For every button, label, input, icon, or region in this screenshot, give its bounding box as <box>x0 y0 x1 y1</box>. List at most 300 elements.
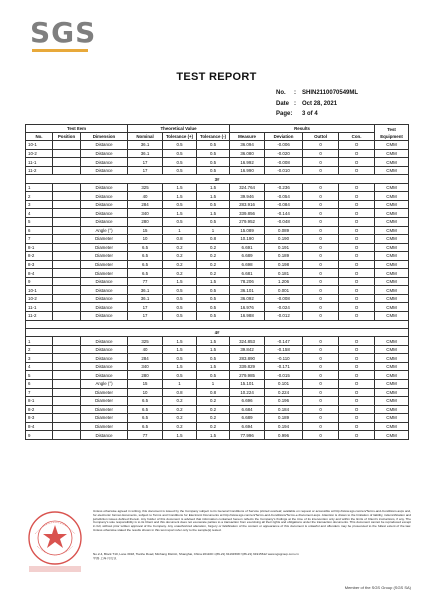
table-row <box>26 243 409 252</box>
table-cell: 17 <box>128 303 163 312</box>
table-cell: -0.236 <box>265 183 303 192</box>
table-cell: -0.008 <box>265 294 303 303</box>
table-cell: CMM <box>375 362 409 371</box>
section-row <box>26 175 409 183</box>
table-row <box>26 260 409 269</box>
table-cell: 36.080 <box>230 149 265 158</box>
table-cell: 2 <box>26 345 53 354</box>
table-cell: 0.5 <box>197 354 230 363</box>
table-cell: 283.890 <box>230 354 265 363</box>
table-cell: -0.171 <box>265 362 303 371</box>
table-row <box>26 252 409 261</box>
table-cell: 0.189 <box>265 252 303 261</box>
table-cell: 8-1 <box>26 243 53 252</box>
table-cell: 1.5 <box>197 337 230 346</box>
table-cell: 0.2 <box>163 397 197 406</box>
table-cell: 0.5 <box>197 166 230 175</box>
table-cell: 0.8 <box>197 235 230 244</box>
table-cell <box>53 226 81 235</box>
table-cell: 10-1 <box>26 286 53 295</box>
header-theoretical: Theoretical Value <box>128 125 230 133</box>
table-row <box>26 158 409 167</box>
table-cell: 17 <box>128 311 163 320</box>
meta-label: Date <box>276 100 290 107</box>
table-cell <box>53 141 81 150</box>
table-cell: 0.8 <box>163 388 197 397</box>
table-cell: 284 <box>128 200 163 209</box>
table-cell: O <box>339 286 375 295</box>
table-cell: 1 <box>197 380 230 389</box>
table-cell: 0.5 <box>163 354 197 363</box>
table-cell: 0.2 <box>163 243 197 252</box>
table-cell: CMM <box>375 388 409 397</box>
table-cell: -0.054 <box>265 192 303 201</box>
sub-header-cell: Con. <box>339 133 375 141</box>
table-cell <box>53 431 81 440</box>
table-cell: -0.024 <box>265 303 303 312</box>
table-cell: 10.224 <box>230 388 265 397</box>
table-cell: 1.5 <box>163 192 197 201</box>
table-cell: 0.184 <box>265 405 303 414</box>
table-cell: 0.5 <box>197 371 230 380</box>
table-cell: 1.5 <box>197 431 230 440</box>
table-cell: -0.010 <box>265 166 303 175</box>
table-cell: 0.2 <box>163 260 197 269</box>
table-row <box>26 354 409 363</box>
table-cell: 6.5 <box>128 397 163 406</box>
table-cell: 1.5 <box>197 345 230 354</box>
table-cell: O <box>339 345 375 354</box>
table-cell: -0.048 <box>265 217 303 226</box>
header-equipment: Test Equipment <box>375 125 409 141</box>
table-cell: 0 <box>303 149 339 158</box>
table-cell: 16.988 <box>230 311 265 320</box>
table-cell: 40 <box>128 192 163 201</box>
sgs-logo-text: SGS <box>30 16 97 49</box>
table-cell: Distance <box>81 209 128 218</box>
table-cell: 1.5 <box>197 192 230 201</box>
table-cell: 0.194 <box>265 422 303 431</box>
table-cell: 39.842 <box>230 345 265 354</box>
table-cell: 1.5 <box>163 277 197 286</box>
table-row <box>26 141 409 150</box>
table-row <box>26 388 409 397</box>
table-cell: Distance <box>81 183 128 192</box>
table-row <box>26 192 409 201</box>
table-cell: 0.5 <box>197 141 230 150</box>
table-cell: Distance <box>81 166 128 175</box>
sub-header-cell: Tolerance (+) <box>163 133 197 141</box>
table-cell: 6.5 <box>128 269 163 278</box>
sub-header-cell: Outtol <box>303 133 339 141</box>
table-cell: 0 <box>303 141 339 150</box>
table-cell: 36.1 <box>128 141 163 150</box>
table-cell: Distance <box>81 141 128 150</box>
table-cell: 279.985 <box>230 371 265 380</box>
table-cell <box>53 277 81 286</box>
table-cell: Diameter <box>81 269 128 278</box>
table-cell: CMM <box>375 397 409 406</box>
table-cell: 0 <box>303 380 339 389</box>
address-line-en: No.2-4, Block T10, Lane 3018, Tianhe Road, Minhang District, Shanghai, China 201100 t (86-21) 61191568 f (86-21) 61915612 www.sgsgroup.com.cn <box>93 553 299 556</box>
table-cell: 280 <box>128 217 163 226</box>
table-cell <box>53 422 81 431</box>
table-cell: 0.996 <box>265 431 303 440</box>
table-row <box>26 183 409 192</box>
table-cell: 0 <box>303 235 339 244</box>
table-sub-header-row <box>26 133 409 141</box>
table-cell: O <box>339 158 375 167</box>
table-cell <box>53 397 81 406</box>
table-cell: CMM <box>375 354 409 363</box>
table-cell: 6.691 <box>230 243 265 252</box>
table-cell: 8-2 <box>26 405 53 414</box>
table-cell: -0.015 <box>265 371 303 380</box>
table-cell: 77 <box>128 277 163 286</box>
table-cell: 0.5 <box>163 294 197 303</box>
table-cell: 1 <box>163 226 197 235</box>
table-cell: 0 <box>303 303 339 312</box>
table-cell: 1.5 <box>163 362 197 371</box>
table-cell: CMM <box>375 192 409 201</box>
table-cell: O <box>339 192 375 201</box>
table-cell: 6.681 <box>230 269 265 278</box>
table-cell: O <box>339 243 375 252</box>
table-cell: CMM <box>375 431 409 440</box>
table-cell: Distance <box>81 303 128 312</box>
table-cell: 0.5 <box>163 149 197 158</box>
table-cell: 40 <box>128 345 163 354</box>
table-cell: 6.5 <box>128 414 163 423</box>
table-cell: Distance <box>81 362 128 371</box>
table-cell: 0 <box>303 431 339 440</box>
table-cell: Diameter <box>81 405 128 414</box>
table-cell: Distance <box>81 431 128 440</box>
table-cell: 0 <box>303 192 339 201</box>
table-row <box>26 362 409 371</box>
table-cell: CMM <box>375 141 409 150</box>
report-date: Oct 28, 2021 <box>302 100 338 107</box>
meta-colon: : <box>294 100 296 107</box>
table-row <box>26 226 409 235</box>
table-cell: -0.084 <box>265 200 303 209</box>
table-row <box>26 337 409 346</box>
table-header <box>26 125 409 141</box>
table-cell: O <box>339 380 375 389</box>
table-cell: 0 <box>303 260 339 269</box>
table-cell <box>53 192 81 201</box>
table-cell: 0.2 <box>197 260 230 269</box>
table-row <box>26 303 409 312</box>
table-cell: CMM <box>375 277 409 286</box>
table-cell: CMM <box>375 422 409 431</box>
table-cell: Angle (°) <box>81 380 128 389</box>
table-cell: 6 <box>26 380 53 389</box>
table-cell: 0.089 <box>265 226 303 235</box>
table-row <box>26 277 409 286</box>
meta-row-date <box>276 99 426 110</box>
table-cell: 0 <box>303 354 339 363</box>
table-cell: 1 <box>26 183 53 192</box>
table-cell: CMM <box>375 269 409 278</box>
table-cell: 0 <box>303 345 339 354</box>
table-cell <box>53 405 81 414</box>
table-cell: O <box>339 431 375 440</box>
table-cell: 78.206 <box>230 277 265 286</box>
table-cell: CMM <box>375 209 409 218</box>
table-cell: 0.5 <box>163 303 197 312</box>
table-cell <box>53 380 81 389</box>
table-cell: 77.996 <box>230 431 265 440</box>
table-cell: 6.5 <box>128 260 163 269</box>
table-cell: CMM <box>375 380 409 389</box>
table-cell: CMM <box>375 226 409 235</box>
table-cell: 16.992 <box>230 158 265 167</box>
table-cell: 36.092 <box>230 294 265 303</box>
table-cell: 1.5 <box>197 362 230 371</box>
results-table <box>25 124 409 440</box>
table-cell: Distance <box>81 149 128 158</box>
table-cell: 0.2 <box>163 422 197 431</box>
table-cell <box>53 217 81 226</box>
table-cell: 17 <box>128 158 163 167</box>
table-cell: O <box>339 149 375 158</box>
header-results: Results <box>230 125 375 133</box>
table-cell: 0.198 <box>265 260 303 269</box>
table-cell: O <box>339 371 375 380</box>
table-cell <box>53 354 81 363</box>
table-cell: 11-2 <box>26 311 53 320</box>
table-cell: 11-1 <box>26 303 53 312</box>
table-cell: 1.5 <box>197 183 230 192</box>
table-cell: O <box>339 303 375 312</box>
table-cell: Diameter <box>81 422 128 431</box>
table-cell: CMM <box>375 371 409 380</box>
table-cell <box>53 252 81 261</box>
sub-header-cell: Nominal <box>128 133 163 141</box>
table-cell: O <box>339 311 375 320</box>
table-cell: Distance <box>81 217 128 226</box>
table-row <box>26 422 409 431</box>
header-test-item: Test Item <box>26 125 128 133</box>
table-row <box>26 345 409 354</box>
table-cell: 8-4 <box>26 422 53 431</box>
table-cell: 0.001 <box>265 286 303 295</box>
table-cell <box>53 294 81 303</box>
table-cell: 11-2 <box>26 166 53 175</box>
table-cell: 6.5 <box>128 243 163 252</box>
page-title: TEST REPORT <box>176 71 257 83</box>
table-cell: O <box>339 294 375 303</box>
table-cell: 10 <box>128 388 163 397</box>
table-cell: Distance <box>81 337 128 346</box>
table-cell: 39.946 <box>230 192 265 201</box>
table-cell: 0.191 <box>265 243 303 252</box>
address-line-cn: 中国·上海·闵行区 <box>93 556 117 560</box>
table-cell: Diameter <box>81 260 128 269</box>
table-cell: 0.2 <box>197 252 230 261</box>
table-cell: Distance <box>81 345 128 354</box>
table-cell: 1.5 <box>197 209 230 218</box>
meta-label: Page: <box>276 111 293 117</box>
table-cell: 10-2 <box>26 294 53 303</box>
table-cell: 0 <box>303 158 339 167</box>
table-cell: O <box>339 422 375 431</box>
table-cell: O <box>339 260 375 269</box>
table-cell <box>53 286 81 295</box>
table-row <box>26 209 409 218</box>
table-cell: 0.5 <box>163 311 197 320</box>
section-row <box>26 328 409 336</box>
table-cell: 8-1 <box>26 397 53 406</box>
table-cell <box>53 388 81 397</box>
table-cell: 1 <box>197 226 230 235</box>
table-cell: 10 <box>128 235 163 244</box>
table-cell <box>53 303 81 312</box>
table-cell: CMM <box>375 414 409 423</box>
table-cell: 0.2 <box>197 405 230 414</box>
table-row <box>26 405 409 414</box>
table-row <box>26 431 409 440</box>
table-cell: 15 <box>128 380 163 389</box>
table-cell: -0.020 <box>265 149 303 158</box>
table-cell: Diameter <box>81 388 128 397</box>
table-cell: 0 <box>303 166 339 175</box>
table-cell: 9 <box>26 431 53 440</box>
table-cell: O <box>339 252 375 261</box>
table-cell: CMM <box>375 252 409 261</box>
table-cell: 15.089 <box>230 226 265 235</box>
table-cell: 0.101 <box>265 380 303 389</box>
table-cell: O <box>339 183 375 192</box>
table-cell: -0.008 <box>265 158 303 167</box>
table-cell: -0.147 <box>265 337 303 346</box>
table-cell: 0 <box>303 362 339 371</box>
table-cell <box>53 414 81 423</box>
table-cell: 10-1 <box>26 141 53 150</box>
table-cell: CMM <box>375 235 409 244</box>
table-cell: 6.694 <box>230 422 265 431</box>
page-number: 3 of 4 <box>302 111 318 117</box>
table-cell: 0.189 <box>265 414 303 423</box>
table-cell: 339.856 <box>230 209 265 218</box>
table-cell: CMM <box>375 405 409 414</box>
table-cell: Distance <box>81 200 128 209</box>
table-cell: CMM <box>375 337 409 346</box>
table-cell: 324.853 <box>230 337 265 346</box>
table-cell: 8-4 <box>26 269 53 278</box>
table-cell: 1.5 <box>163 183 197 192</box>
table-cell: 7 <box>26 388 53 397</box>
table-cell: CMM <box>375 200 409 209</box>
meta-row-number <box>276 88 426 99</box>
table-cell: CMM <box>375 183 409 192</box>
table-cell: 7 <box>26 235 53 244</box>
member-note: Member of the SGS Group (SGS SA) <box>344 585 411 590</box>
table-cell: 284 <box>128 354 163 363</box>
certification-stamp <box>25 508 85 574</box>
table-cell: Diameter <box>81 414 128 423</box>
table-cell: -0.012 <box>265 311 303 320</box>
table-cell: 0.5 <box>163 166 197 175</box>
table-cell: O <box>339 269 375 278</box>
table-cell: 0.181 <box>265 269 303 278</box>
table-cell: Distance <box>81 192 128 201</box>
table-cell: 6.5 <box>128 252 163 261</box>
table-cell: 0 <box>303 286 339 295</box>
table-cell: 0.224 <box>265 388 303 397</box>
table-cell <box>53 235 81 244</box>
table-cell: CMM <box>375 286 409 295</box>
table-cell: 0.5 <box>197 311 230 320</box>
table-cell: 1.5 <box>163 209 197 218</box>
table-cell: 0.2 <box>163 269 197 278</box>
table-cell: 0 <box>303 209 339 218</box>
table-cell: 0.5 <box>197 286 230 295</box>
meta-colon: : <box>294 90 296 96</box>
table-cell: 0 <box>303 200 339 209</box>
section-label: 3# <box>26 175 409 183</box>
table-cell: 16.976 <box>230 303 265 312</box>
table-cell <box>53 362 81 371</box>
table-cell: 9 <box>26 277 53 286</box>
table-row <box>26 269 409 278</box>
table-cell: 1 <box>163 380 197 389</box>
table-cell: 0.5 <box>197 149 230 158</box>
table-cell: 0 <box>303 217 339 226</box>
table-cell <box>53 209 81 218</box>
footer-address <box>93 553 411 567</box>
table-cell: 10.190 <box>230 235 265 244</box>
table-cell: CMM <box>375 243 409 252</box>
table-cell: 36.1 <box>128 286 163 295</box>
sgs-logo-bar <box>32 49 88 52</box>
table-cell <box>53 158 81 167</box>
table-cell: 0 <box>303 311 339 320</box>
table-cell: 0.5 <box>197 217 230 226</box>
table-row <box>26 286 409 295</box>
table-row <box>26 166 409 175</box>
table-cell: 0.2 <box>197 397 230 406</box>
table-cell <box>53 243 81 252</box>
table-cell: 1.5 <box>163 345 197 354</box>
table-cell: 2 <box>26 192 53 201</box>
table-cell: 0 <box>303 252 339 261</box>
table-cell <box>53 269 81 278</box>
meta-label: No. <box>276 90 286 96</box>
table-cell: Distance <box>81 158 128 167</box>
table-cell: 1 <box>26 337 53 346</box>
table-cell: 36.094 <box>230 141 265 150</box>
table-cell: CMM <box>375 294 409 303</box>
sub-header-cell: Dimension <box>81 133 128 141</box>
table-cell: 0.5 <box>163 200 197 209</box>
table-cell: 1.5 <box>163 431 197 440</box>
table-cell <box>53 311 81 320</box>
table-cell: 0 <box>303 414 339 423</box>
table-cell: 11-1 <box>26 158 53 167</box>
table-cell: 0 <box>303 371 339 380</box>
table-cell: O <box>339 354 375 363</box>
table-cell: 324.764 <box>230 183 265 192</box>
table-cell: 6.698 <box>230 260 265 269</box>
table-cell: CMM <box>375 311 409 320</box>
table-cell: 0 <box>303 269 339 278</box>
table-cell: 0 <box>303 388 339 397</box>
table-cell: 0 <box>303 277 339 286</box>
table-row <box>26 217 409 226</box>
table-cell: 0 <box>303 397 339 406</box>
